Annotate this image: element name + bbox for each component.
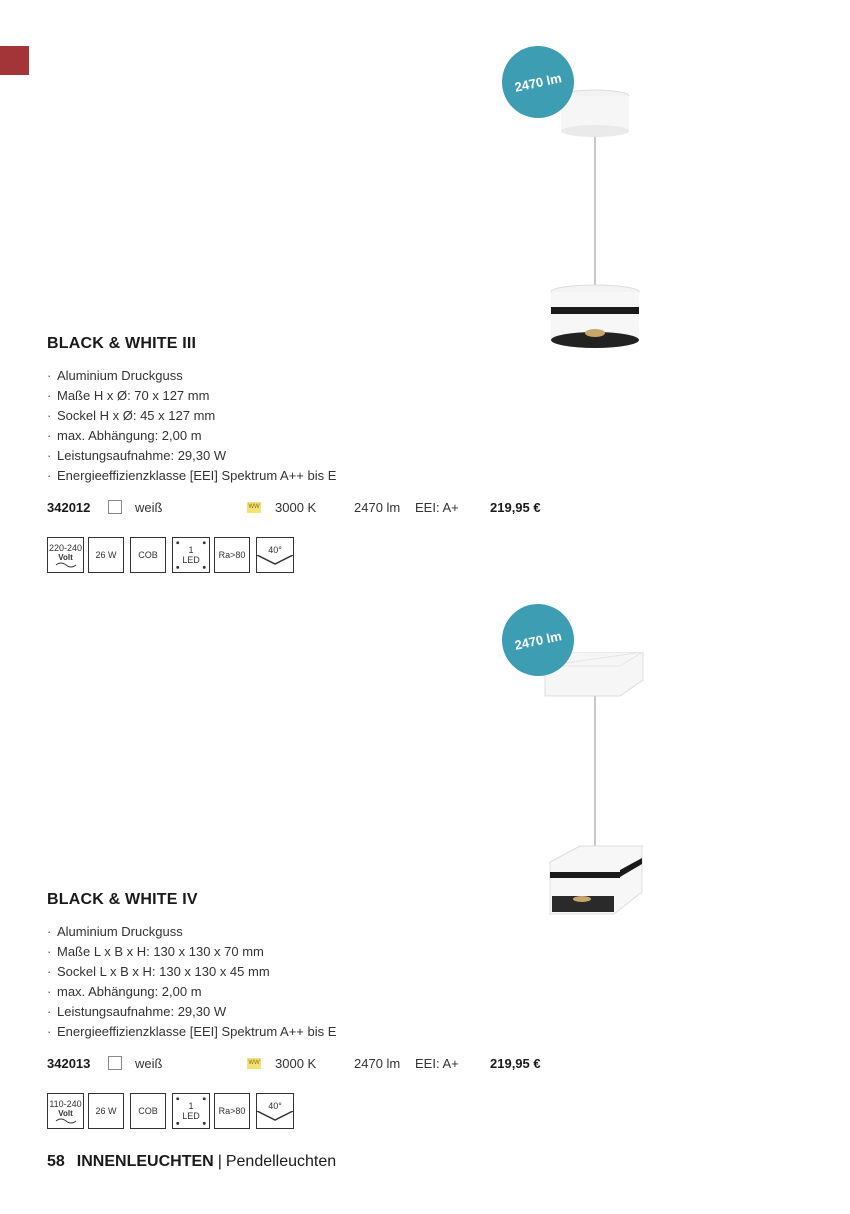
chapter-color-tab <box>0 46 29 75</box>
feature-item: · Sockel L x B x H: 130 x 130 x 45 mm <box>47 964 270 979</box>
feature-item: · Aluminium Druckguss <box>47 924 183 939</box>
feature-item: · Maße L x B x H: 130 x 130 x 70 mm <box>47 944 264 959</box>
feature-item: · Leistungsaufnahme: 29,30 W <box>47 1004 227 1019</box>
feature-item: · Energieeffizienzklasse [EEI] Spektrum A++ bis E <box>47 1024 337 1039</box>
color-name: weiß <box>135 1056 163 1071</box>
led-icon: 1 LED <box>172 1093 210 1129</box>
feature-item: · Aluminium Druckguss <box>47 368 183 383</box>
energy-class: EEI: A+ <box>415 1056 459 1071</box>
color-rendering-icon: Ra>80 <box>214 537 250 573</box>
color-temperature: 3000 K <box>275 500 317 515</box>
warm-white-icon: WW <box>247 1058 261 1069</box>
warm-white-icon: WW <box>247 502 261 513</box>
energy-class: EEI: A+ <box>415 500 459 515</box>
cob-icon: COB <box>130 1093 166 1129</box>
section-title: INNENLEUCHTEN <box>76 1153 214 1170</box>
watt-icon: 26 W <box>88 537 124 573</box>
subsection-title: Pendelleuchten <box>225 1153 337 1170</box>
beam-angle-icon: 40° <box>256 537 294 573</box>
color-swatch <box>108 500 122 514</box>
lumen-value: 2470 lm <box>354 500 401 515</box>
watt-icon: 26 W <box>88 1093 124 1129</box>
led-icon: 1 LED <box>172 537 210 573</box>
feature-item: · max. Abhängung: 2,00 m <box>47 984 202 999</box>
feature-item: · Energieeffizienzklasse [EEI] Spektrum A++ bis E <box>47 468 337 483</box>
voltage-icon: 110-240 Volt <box>47 1093 84 1129</box>
product-title: BLACK & WHITE III <box>47 335 197 352</box>
feature-list <box>47 922 336 1042</box>
feature-item: · Sockel H x Ø: 45 x 127 mm <box>47 408 216 423</box>
beam-angle-icon: 40° <box>256 1093 294 1129</box>
spec-row <box>47 500 567 518</box>
spec-row <box>47 1056 567 1074</box>
price: 219,95 € <box>490 1056 541 1071</box>
feature-item: · max. Abhängung: 2,00 m <box>47 428 202 443</box>
lumen-value: 2470 lm <box>354 1056 401 1071</box>
feature-list <box>47 366 336 486</box>
lumen-badge: 2470 lm <box>495 39 580 124</box>
article-number: 342012 <box>47 500 91 515</box>
page-footer <box>47 1153 336 1171</box>
color-swatch <box>108 1056 122 1070</box>
color-rendering-icon: Ra>80 <box>214 1093 250 1129</box>
price: 219,95 € <box>490 500 541 515</box>
article-number: 342013 <box>47 1056 91 1071</box>
lumen-badge: 2470 lm <box>495 597 580 682</box>
color-temperature: 3000 K <box>275 1056 317 1071</box>
separator: | <box>217 1153 222 1170</box>
cob-icon: COB <box>130 537 166 573</box>
color-name: weiß <box>135 500 163 515</box>
feature-item: · Leistungsaufnahme: 29,30 W <box>47 448 227 463</box>
pendant-lamp-square-image <box>530 652 660 922</box>
pendant-lamp-round-image <box>540 88 650 353</box>
voltage-icon: 220-240 Volt <box>47 537 84 573</box>
product-title: BLACK & WHITE IV <box>47 891 198 908</box>
page-number: 58 <box>47 1153 65 1170</box>
feature-item: · Maße H x Ø: 70 x 127 mm <box>47 388 210 403</box>
